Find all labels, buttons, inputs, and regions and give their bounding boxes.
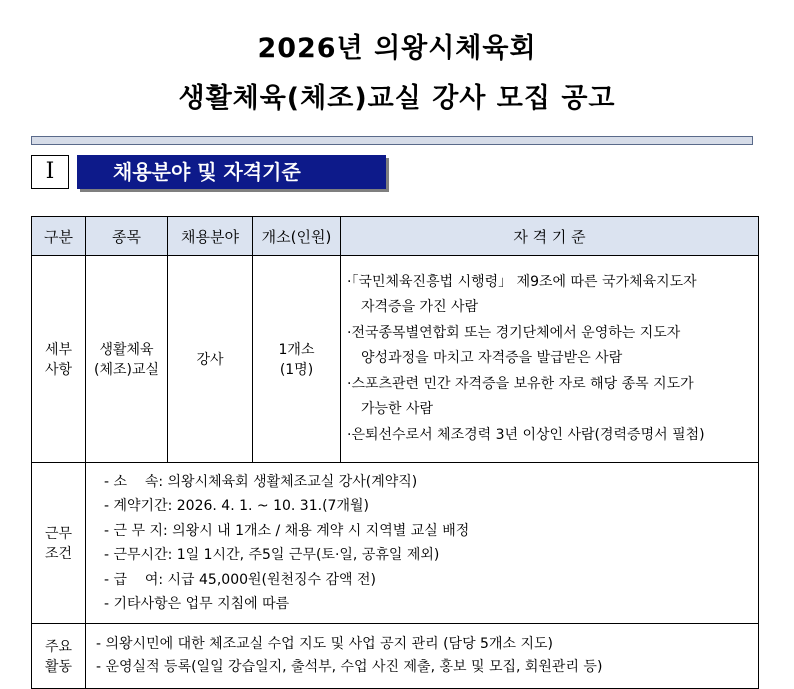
title-divider	[31, 136, 753, 145]
details-category-cell	[32, 256, 86, 463]
qualification-2: ·전국종목별연합회 또는 경기단체에서 운영하는 지도자	[347, 324, 681, 341]
table-row-details	[32, 256, 759, 463]
work-conditions-cell	[86, 463, 759, 624]
activity-category-line1: 주요	[44, 639, 73, 655]
activity-item-2: - 운영실적 등록(일일 강습일지, 출석부, 수업 사진 제출, 홍보 및 모집, 회원관리 등)	[96, 659, 603, 675]
qualification-2-cont: 양성과정을 마치고 자격증을 발급받은 사람	[361, 350, 623, 367]
section-heading: 채용분야 및 자격기준	[77, 155, 386, 189]
work-item-other: - 기타사항은 업무 지침에 따름	[104, 596, 290, 612]
section-number: I	[31, 155, 69, 189]
activity-category-line2: 활동	[44, 659, 73, 675]
qualification-3-cont: 가능한 사람	[361, 401, 434, 418]
recruitment-table	[31, 216, 759, 689]
activity-item-1: - 의왕시민에 대한 체조교실 수업 지도 및 사업 공지 관리 (담당 5개소 지도)	[96, 636, 553, 652]
qualification-1-cont: 자격증을 가진 사람	[361, 299, 479, 316]
sport-line2: (체조)교실	[93, 362, 160, 378]
work-category-cell	[32, 463, 86, 624]
title-line-2: 생활체육(체조)교실 강사 모집 공고	[178, 83, 616, 114]
table-row-work-conditions	[32, 463, 759, 624]
count-line2: (1명)	[279, 362, 314, 378]
qualifications-cell	[341, 256, 759, 463]
field-cell: 강사	[168, 256, 253, 463]
table-row-main-activities	[32, 624, 759, 689]
header-field: 채용분야	[168, 217, 253, 256]
title-line-1: 2026년 의왕시체육회	[257, 33, 537, 64]
table-header-row	[32, 217, 759, 256]
header-qualifications: 자 격 기 준	[341, 217, 759, 256]
sport-cell	[86, 256, 168, 463]
activity-category-cell	[32, 624, 86, 689]
activities-cell	[86, 624, 759, 689]
count-line1: 1개소	[278, 342, 315, 358]
details-category-line1: 세부	[44, 342, 73, 358]
details-category-line2: 사항	[44, 362, 73, 378]
qualification-3: ·스포츠관련 민간 자격증을 보유한 자로 해당 종목 지도가	[347, 375, 694, 392]
header-count: 개소(인원)	[253, 217, 341, 256]
work-category-line2: 조건	[44, 546, 73, 562]
work-item-period: - 계약기간: 2026. 4. 1. ~ 10. 31.(7개월)	[104, 498, 369, 514]
sport-line1: 생활체육	[99, 342, 154, 358]
count-cell	[253, 256, 341, 463]
qualification-4: ·은퇴선수로서 체조경력 3년 이상인 사람(경력증명서 필첨)	[347, 426, 705, 443]
header-sport: 종목	[86, 217, 168, 256]
work-item-hours: - 근무시간: 1일 1시간, 주5일 근무(토·일, 공휴일 제외)	[104, 547, 440, 563]
header-category: 구분	[32, 217, 86, 256]
work-item-location: - 근 무 지: 의왕시 내 1개소 / 채용 계약 시 지역별 교실 배정	[104, 522, 470, 539]
work-item-pay: - 급 여: 시급 45,000원(원천징수 감액 전)	[104, 571, 377, 588]
work-item-affiliation: - 소 속: 의왕시체육회 생활체조교실 강사(계약직)	[104, 473, 418, 490]
work-category-line1: 근무	[44, 526, 73, 542]
qualification-1: ·「국민체육진흥법 시행령」 제9조에 따른 국가체육지도자	[347, 273, 697, 290]
